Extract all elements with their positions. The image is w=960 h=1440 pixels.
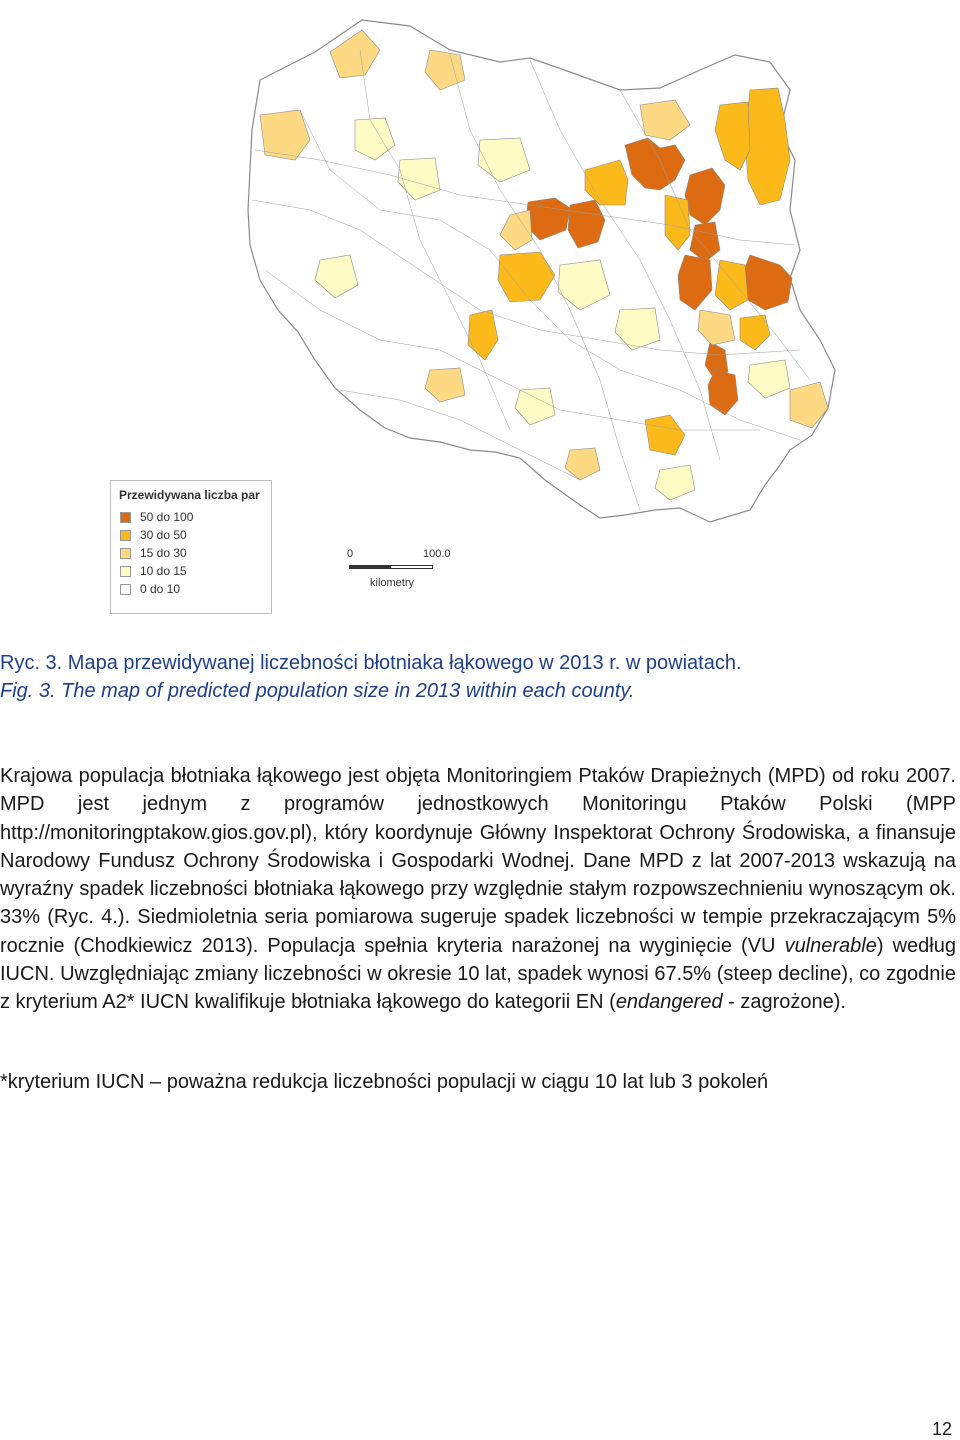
page-number: 12 — [932, 1419, 953, 1439]
legend-item — [120, 565, 270, 579]
legend-swatch — [120, 584, 131, 595]
map-legend — [110, 480, 272, 614]
legend-item — [120, 511, 270, 525]
legend-swatch — [120, 566, 131, 577]
legend-label: 0 do 10 — [140, 582, 181, 596]
legend-item — [120, 547, 270, 561]
legend-swatch — [120, 530, 131, 541]
scale-bar — [345, 548, 451, 598]
legend-label: 30 do 50 — [140, 528, 187, 542]
legend-label: 10 do 15 — [140, 564, 187, 578]
paragraph-text: - zagrożone). — [722, 991, 846, 1014]
legend-title: Przewidywana liczba par — [119, 488, 260, 502]
figure-caption-pl: Ryc. 3. Mapa przewidywanej liczebności błotniaka łąkowego w 2013 r. w powiatach. — [0, 652, 742, 674]
legend-label: 50 do 100 — [140, 510, 194, 524]
legend-swatch — [120, 512, 131, 523]
scale-unit: kilometry — [370, 577, 415, 589]
paragraph-main — [0, 762, 956, 1017]
footnote: *kryterium IUCN – poważna redukcja liczebności populacji w ciągu 10 lat lub 3 pokoleń — [0, 1071, 769, 1093]
legend-swatch — [120, 548, 131, 559]
paragraph-italic: vulnerable — [784, 934, 877, 957]
figure-map — [100, 10, 860, 620]
paragraph-text: ) według IUCN. Uwzględniając zmiany liczebności w okresie 10 lat, spadek wynosi 67.5% (steep decline), co zgodnie z kryterium A2* IUCN kwalifikuje błotniaka łąkowego do kategorii EN ( — [0, 934, 956, 1014]
body-text — [0, 762, 956, 1017]
paragraph-text: Krajowa populacja błotniaka łąkowego jest objęta Monitoringiem Ptaków Drapieżnych (MPD) od roku 2007. MPD jest jednym z programów jednostkowych Monitoringu Ptaków Polski (MPP http://monitoringptakow.gios.gov.pl), który koordynuje Główny Inspektorat Ochrony Środowiska, a finansuje Narodowy Fundusz Ochrony Środowiska i Gospodarki Wodnej. Dane MPD z lat 2007-2013 wskazują na wyraźny spadek liczebności błotniaka łąkowego przy względnie stałym rozpowszechnieniu wynoszącym ok. 33% (Ryc. 4.). Siedmioletnia seria pomiarowa sugeruje spadek liczebności w tempie przekraczającym 5% rocznie (Chodkiewicz 2013). Populacja spełnia kryteria narażonej na wyginięcie (VU — [0, 765, 956, 957]
scale-start: 0 — [347, 548, 354, 560]
figure-caption-en: Fig. 3. The map of predicted population size in 2013 within each county. — [0, 680, 635, 702]
legend-item — [120, 529, 270, 543]
scale-end: 100.0 — [423, 548, 451, 560]
legend-item — [120, 583, 270, 597]
paragraph-italic: endangered — [615, 991, 723, 1014]
scale-bar-graphic — [349, 565, 433, 569]
county-mid — [790, 382, 828, 428]
legend-label: 15 do 30 — [140, 546, 187, 560]
